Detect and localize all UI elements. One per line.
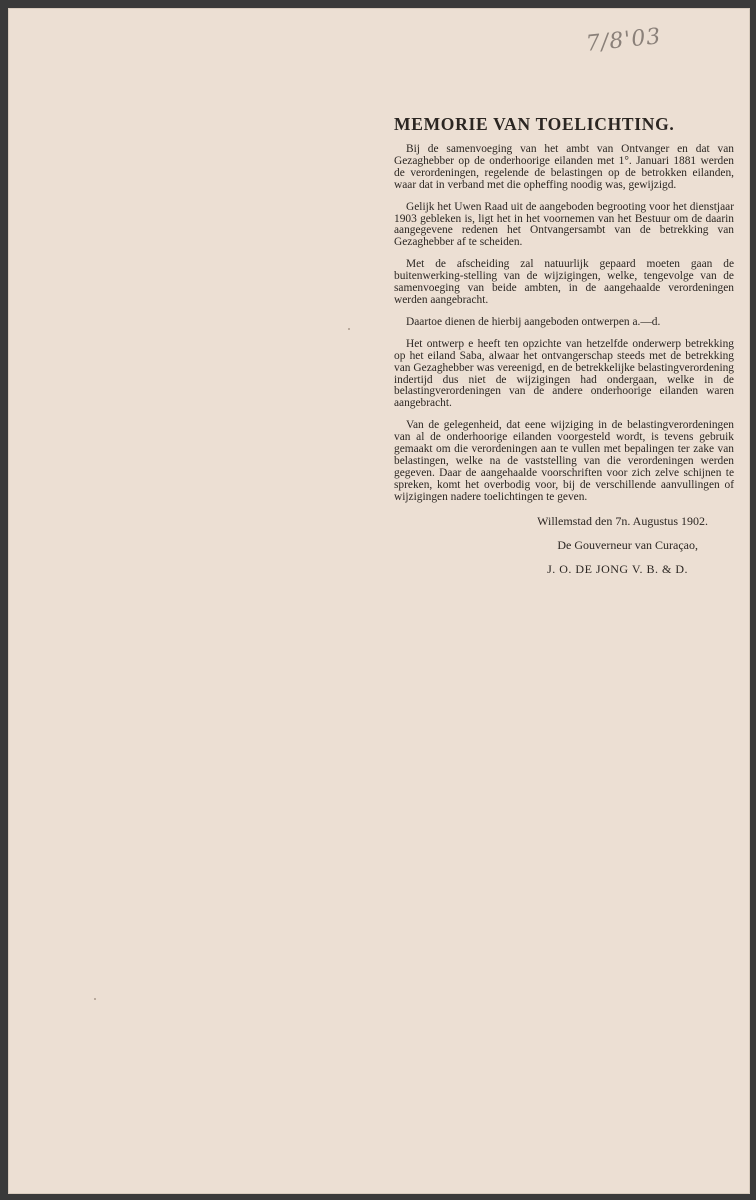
paragraph-3: Met de afscheiding zal natuurlijk gepaard moeten gaan de buitenwerking-stelling van de wijzigingen, welke, tengevolge van de samenvoeging van beide ambten, in de aangehaalde verordeningen werden aangebracht. [394, 258, 734, 306]
paragraph-1: Bij de samenvoeging van het ambt van Ontvanger en dat van Gezaghebber op de onderhoorige eilanden met 1°. Januari 1881 werden de verordeningen, regelende de belastingen op de betrokken eilanden, waar dat in verband met die opheffing noodig was, gewijzigd. [394, 143, 734, 191]
signatory-office: De Gouverneur van Curaçao, [557, 537, 698, 552]
paragraph-5: Het ontwerp e heeft ten opzichte van hetzelfde onderwerp betrekking op het eiland Saba, alwaar het ontvangerschap steeds met de betrekking van Gezaghebber was vereenigd, en de betrekkelijke belastingverordening indertijd dus niet de wijzigingen had ondergaan, welke in de belastingverordeningen van de andere onderhoorige eilanden waren aangebracht. [394, 337, 734, 410]
document-title: MEMORIE VAN TOELICHTING. [394, 114, 675, 134]
memorandum-body [394, 114, 734, 576]
paragraph-4: Daartoe dienen de hierbij aangeboden ontwerpen a.—d. [406, 315, 661, 328]
paragraph-2: Gelijk het Uwen Raad uit de aangeboden begrooting voor het dienstjaar 1903 gebleken is, ligt het in het voornemen van het Bestuur om de daarin aangegevene redenen het Ontvangersambt van de betrekking van Gezaghebber af te scheiden. [394, 200, 734, 249]
paragraph-6: Van de gelegenheid, dat eene wijziging in de belastingverordeningen van al de onderhoorige eilanden voorgesteld wordt, is tevens gebruik gemaakt om die verordeningen aan te vullen met bepalingen ter zake van belastingen, welke na de vaststelling van die verordeningen werden gegeven. Daar de aangehaalde voorschriften voor zich zelve schijnen te spreken, komt het overbodig voor, bij de verschillende aanvullingen of wijzigingen nadere toelichtingen te geven. [394, 419, 734, 503]
paper-speck [348, 328, 350, 330]
paper-speck [94, 998, 96, 1000]
handwritten-date-annotation: 7/8'03 [584, 24, 663, 57]
signatory-name: J. O. DE JONG V. B. & D. [547, 561, 688, 576]
document-page [8, 8, 750, 1194]
place-and-date: Willemstad den 7n. Augustus 1902. [537, 513, 708, 528]
